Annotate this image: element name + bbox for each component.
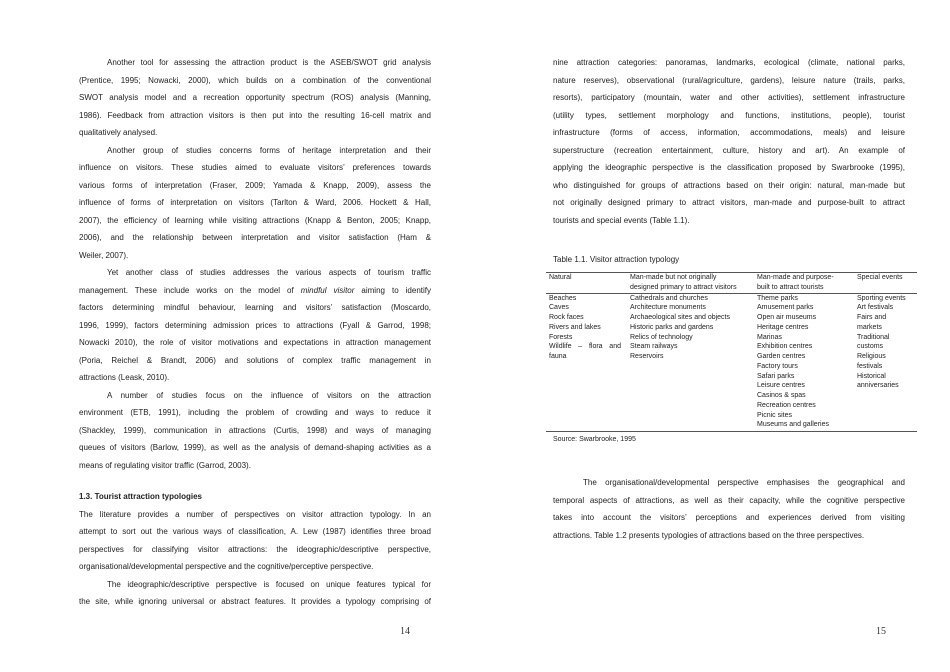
table-cell-item — [630, 303, 754, 313]
table-cell-item — [549, 294, 621, 304]
visitor-attraction-table — [546, 272, 917, 432]
table-cell-item — [549, 313, 621, 323]
table-source: Source: Swarbrooke, 1995 — [553, 436, 636, 443]
table-column-special-events — [854, 294, 917, 431]
table-cell-item — [549, 323, 621, 333]
table-header-special-events — [854, 273, 917, 293]
text-line: perspectives for classifying visitor attractions: the ideographic/descriptive perspective, — [79, 544, 431, 554]
table-body — [546, 294, 917, 431]
text-line: the site, while ignoring universal or abstract features. It provides a typology comprising of — [79, 597, 431, 606]
table-cell-item — [757, 391, 854, 401]
table-cell-item — [757, 401, 854, 411]
text-line — [79, 282, 431, 300]
table-cell-item — [630, 313, 754, 323]
table-cell-item — [757, 342, 854, 352]
table-header-line: Natural — [549, 274, 572, 281]
table-cell-line: markets — [857, 323, 882, 331]
text-segment: aiming to identify — [354, 285, 432, 295]
text-line: temporal aspects of attractions, as well as their capacity, while the cognitive perspective — [553, 495, 905, 505]
paragraph-tourism-traffic — [79, 264, 431, 387]
text-line: (Prentice, 1995; Nowacki, 2000), which builds on a combination of the conventional — [79, 75, 431, 85]
text-line: attractions (Leask, 2010). — [79, 373, 170, 382]
paragraph-visitor-influence — [79, 387, 431, 475]
table-header-natural — [546, 273, 627, 293]
text-line: Nowacki 2010), the role of visitor motivations and expectations in attraction management — [79, 338, 431, 347]
table-cell-line: Picnic sites — [757, 411, 793, 419]
table-header-row — [546, 273, 917, 294]
table-cell-item — [857, 352, 917, 372]
table-cell-item — [857, 294, 917, 304]
table-cell-line: Factory tours — [757, 362, 798, 370]
paragraph-attraction-categories — [553, 54, 905, 229]
text-line: organisational/developmental perspective and the cognitive/perceptive perspective. — [79, 562, 374, 571]
table-cell-line: Architecture monuments — [630, 304, 706, 312]
table-cell-item — [549, 342, 621, 362]
text-line: takes into account the visitors’ perceptions and experiences derived from visiting — [553, 513, 905, 522]
table-cell-line: Museums and galleries — [757, 421, 829, 429]
text-line: attractions. Table 1.2 presents typologies of attractions based on the three perspectives. — [553, 530, 865, 540]
text-line: Weiler, 2007). — [79, 250, 129, 260]
text-line: 2006), and the relationship between interpretation and visitor satisfaction (Ham & — [79, 233, 431, 242]
table-cell-line: Caves — [549, 304, 569, 312]
text-line: The literature provides a number of perspectives on visitor attraction typology. In an — [79, 509, 431, 519]
table-header-line: designed primary to attract visitors — [630, 283, 737, 291]
table-cell-item — [757, 352, 854, 362]
text-line: Another group of studies concerns forms of heritage interpretation and their — [107, 145, 431, 155]
paragraph-heritage-interpretation — [79, 142, 431, 265]
table-cell-line: Amusement parks — [757, 304, 814, 312]
table-cell-line: Open air museums — [757, 314, 817, 321]
text-line: resorts), participatory (mountain, water and other activities), settlement infrastructure — [553, 93, 905, 102]
table-cell-line: Marinas — [757, 333, 782, 341]
table-header-man-made-purpose-built — [754, 273, 854, 293]
left-page-body — [79, 54, 431, 611]
text-line: not originally designed primary to attract visitors, man-made and purpose-built to attract — [553, 198, 905, 207]
table-cell-line: festivals — [857, 362, 883, 370]
table-cell-line: Beaches — [549, 294, 577, 302]
table-cell-line: Exhibition centres — [757, 343, 813, 351]
text-line: (utility types, settlement morphology and functions, institutions, people), tourist — [553, 110, 905, 120]
table-caption: Table 1.1. Visitor attraction typology — [553, 255, 680, 264]
table-cell-line: Reservoirs — [630, 353, 664, 360]
text-line: Yet another class of studies addresses the various aspects of tourism traffic — [107, 268, 431, 277]
table-cell-line: Cathedrals and churches — [630, 294, 708, 302]
table-cell-item — [630, 323, 754, 333]
text-line: superstructure (recreation entertainment, culture, history and art). An example of — [553, 145, 905, 155]
table-cell-line: fauna — [549, 353, 567, 360]
text-segment: management. These include works on the model of — [79, 285, 301, 295]
table-cell-item — [757, 333, 854, 343]
table-cell-line: Rivers and lakes — [549, 323, 601, 331]
table-cell-line: Historical — [857, 372, 886, 380]
table-cell-item — [630, 352, 754, 362]
table-header-line: Special events — [857, 274, 903, 281]
table-cell-line: Fairs and — [857, 314, 887, 321]
table-column-man-made-not-designed — [627, 294, 754, 431]
text-line: influence on visitors. These studies aimed to evaluate visitors’ preferences towards — [79, 163, 431, 172]
table-cell-line: Heritage centres — [757, 323, 809, 331]
text-line: (Poria, Reichel & Brandt, 2006) and solutions of complex traffic management in — [79, 355, 431, 365]
table-header-man-made-not-designed — [627, 273, 754, 293]
table-cell-line: Traditional — [857, 333, 890, 341]
table-cell-item — [757, 313, 854, 323]
text-line: tourists and special events (Table 1.1). — [553, 215, 690, 225]
table-cell-line: Wildlife – flora and — [549, 343, 621, 351]
table-header-line: Man-made but not originally — [630, 274, 717, 281]
table-cell-line: Leisure centres — [757, 382, 805, 390]
text-line: qualitatively analysed. — [79, 128, 158, 137]
text-line: means of regulating visitor traffic (Garrod, 2003). — [79, 460, 251, 470]
text-line: who distinguished for groups of attractions based on their origin: natural, man-made but — [553, 180, 905, 190]
section-heading: 1.3. Tourist attraction typologies — [79, 492, 202, 501]
text-line: The organisational/developmental perspective emphasises the geographical and — [583, 478, 905, 487]
table-cell-line: Garden centres — [757, 353, 806, 360]
paragraph-ideographic — [79, 576, 431, 611]
text-line: nine attraction categories: panoramas, landmarks, ecological (climate, national parks, — [553, 58, 905, 67]
text-line: nature reserves), observational (rural/agriculture, gardens), leisure nature (trails, parks, — [553, 75, 905, 85]
table-cell-item — [757, 411, 854, 421]
table-column-man-made-purpose-built — [754, 294, 854, 431]
table-cell-item — [757, 323, 854, 333]
table-cell-item — [630, 294, 754, 304]
right-page-body-lower — [553, 474, 905, 544]
text-line: environment (ETB, 1991), including the problem of crowding and ways to reduce it — [79, 408, 431, 417]
table-cell-item — [757, 420, 854, 430]
table-cell-line: Archaeological sites and objects — [630, 314, 731, 321]
table-cell-line: Steam railways — [630, 343, 678, 351]
text-line: (Shackley, 1999), communication in attractions (Curtis, 1998) and ways of managing — [79, 425, 431, 435]
table-cell-item — [757, 381, 854, 391]
table-cell-item — [630, 333, 754, 343]
page-number-right: 15 — [876, 626, 886, 637]
table-cell-line: Historic parks and gardens — [630, 323, 714, 331]
text-line: SWOT analysis model and a recreation opportunity spectrum (ROS) analysis (Manning, — [79, 93, 431, 102]
table-cell-item — [757, 303, 854, 313]
table-cell-line: Rock faces — [549, 314, 584, 321]
paragraph-organisational-perspective — [553, 474, 905, 544]
text-line: 2007), the efficiency of learning while visiting attractions (Knapp & Benton, 2005; Knapp, — [79, 215, 431, 225]
table-header-line: Man-made and purpose- — [757, 274, 834, 281]
text-line: attempt to sort out the various ways of classification, A. Lew (1987) identifies three broad — [79, 527, 431, 536]
table-cell-line: Religious — [857, 353, 886, 360]
table-cell-item — [857, 372, 917, 392]
page-number-left: 14 — [400, 626, 410, 637]
text-line: queues of visitors (Barlow, 1999), as well as the analysis of demand-shaping activities as a — [79, 443, 431, 452]
text-line: infrastructure (forms of access, information, accommodations, meals) and leisure — [553, 128, 905, 137]
paragraph-literature-perspectives — [79, 506, 431, 576]
table-cell-item — [549, 333, 621, 343]
text-line: Another tool for assessing the attraction product is the ASEB/SWOT grid analysis — [107, 58, 431, 67]
text-line: factors determining mindful behaviour, learning and visitors’ satisfaction (Moscardo, — [79, 303, 431, 312]
table-cell-item — [757, 362, 854, 372]
text-line: 1996, 1999), factors determining admission prices to attractions (Fyall & Garrod, 1998; — [79, 320, 431, 330]
table-cell-line: Recreation centres — [757, 401, 816, 409]
table-cell-item — [857, 313, 917, 333]
right-page-body — [553, 54, 905, 229]
table-cell-item — [857, 303, 917, 313]
table-cell-item — [857, 333, 917, 353]
text-line: The ideographic/descriptive perspective is focused on unique features typical for — [107, 579, 431, 589]
table-cell-line: Forests — [549, 333, 573, 341]
table-cell-line: Relics of technology — [630, 333, 693, 341]
text-line: various forms of interpretation (Fraser, 2009; Yamada & Knapp, 2009), assess the — [79, 180, 431, 190]
table-cell-item — [549, 303, 621, 313]
paragraph-aseb-swot — [79, 54, 431, 142]
table-header-line: built to attract tourists — [757, 283, 824, 291]
italic-term: mindful visitor — [300, 285, 355, 295]
text-line: influence of forms of interpretation on visitors (Tarlton & Ward, 2006. Hockett & Hall, — [79, 198, 431, 207]
table-column-natural — [546, 294, 627, 431]
table-cell-item — [630, 342, 754, 352]
table-cell-line: Sporting events — [857, 294, 906, 302]
table-cell-item — [757, 372, 854, 382]
table-cell-line: customs — [857, 343, 884, 351]
text-line: applying the ideographic perspective is the classification proposed by Swarbrooke (1995), — [553, 163, 905, 172]
table-cell-line: anniversaries — [857, 382, 899, 390]
table-cell-item — [757, 294, 854, 304]
text-line: 1986). Feedback from attraction visitors is then put into the resulting 16-cell matrix and — [79, 110, 431, 120]
table-cell-line: Safari parks — [757, 372, 795, 380]
table-cell-line: Casinos & spas — [757, 392, 806, 399]
text-line: A number of studies focus on the influence of visitors on the attraction — [107, 390, 431, 400]
table-cell-line: Art festivals — [857, 304, 894, 312]
table-cell-line: Theme parks — [757, 294, 798, 302]
